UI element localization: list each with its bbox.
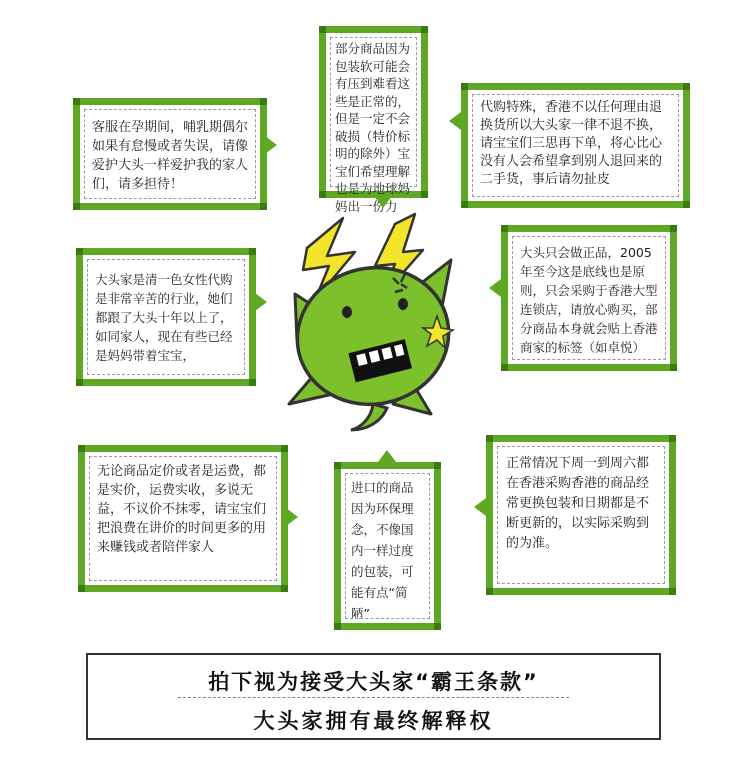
note-text: 正常情况下周一到周六都在香港采购香港的商品经常更换包装和日期都是不断更新的，以实际采购到的为准。 <box>506 456 650 551</box>
bubble-corner <box>76 379 83 386</box>
bubble-corner <box>683 83 690 90</box>
note-text: 无论商品定价或者是运费，都是实价，运费实收，多说无益，不议价不抹零，请宝宝们把浪费在讲价的时间更多的用来赚钱或者陪伴家人 <box>97 464 267 555</box>
bubble-corner <box>260 98 267 105</box>
bubble-tail <box>474 498 486 516</box>
note-text: 大头家是清一色女性代购是非常辛苦的行业，她们都跟了大头十年以上了，如同家人，现在有些已经是妈妈带着宝宝， <box>95 272 233 363</box>
note-text: 部分商品因为包装软可能会有压到难看这些是正常的，但是一定不会破损（特价标明的除外）宝宝们希望理解也是为地球妈妈出一份力 <box>335 41 411 214</box>
bubble-corner <box>669 588 676 595</box>
angry-green-monster-icon <box>255 208 495 438</box>
bubble-corner <box>670 225 677 232</box>
footer-line-rights: 大头家拥有最终解释权 <box>253 709 494 733</box>
bubble-corner <box>486 588 493 595</box>
bubble-corner <box>461 201 468 208</box>
bubble-corner <box>334 462 341 469</box>
note-text: 代购特殊，香港不以任何理由退换货所以大头家一律不退不换，请宝宝们三思再下单，将心比心没有人会希望拿到别人退回来的二手货，事后请勿扯皮 <box>480 100 663 187</box>
bubble-corner <box>669 435 676 442</box>
note-female-buyers <box>76 248 256 386</box>
divider <box>178 697 569 698</box>
note-genuine-products <box>501 225 677 371</box>
bubble-corner <box>76 248 83 255</box>
bubble-corner <box>78 585 85 592</box>
bubble-tail <box>374 196 392 208</box>
terms-footer <box>86 653 661 740</box>
bubble-corner <box>461 83 468 90</box>
bubble-tail <box>265 136 277 154</box>
bubble-corner <box>501 225 508 232</box>
bubble-tail <box>378 450 396 462</box>
footer-line-terms: 拍下视为接受大头家“霸王条款” <box>208 670 539 694</box>
note-text: 大头只会做正品，2005年至今这是底线也是原则，只会采购于香港大型连锁店，请放心购买，部分商品本身就会贴上香港商家的标签（如卓悦） <box>520 245 658 355</box>
note-eco-packaging <box>334 462 441 630</box>
bubble-corner <box>78 445 85 452</box>
bubble-corner <box>434 623 441 630</box>
bubble-corner <box>319 26 326 33</box>
note-packaging-soft <box>319 26 428 214</box>
bubble-tail <box>286 508 298 526</box>
note-no-returns <box>461 83 690 208</box>
bubble-corner <box>281 445 288 452</box>
bubble-corner <box>73 98 80 105</box>
note-text: 进口的商品因为环保理念，不像国内一样过度的包装，可能有点“简陋” <box>351 480 414 621</box>
bubble-corner <box>73 203 80 210</box>
bubble-corner <box>281 585 288 592</box>
bubble-corner <box>334 623 341 630</box>
bubble-corner <box>670 364 677 371</box>
mascot-illustration <box>255 208 495 438</box>
bubble-corner <box>501 364 508 371</box>
note-purchase-schedule <box>486 435 676 595</box>
note-text: 客服在孕期间，哺乳期偶尔如果有怠慢或者失误，请像爱护大头一样爱护我的家人们，请多担待！ <box>92 120 249 192</box>
note-fixed-prices <box>78 445 288 592</box>
bubble-corner <box>319 191 326 198</box>
bubble-corner <box>683 201 690 208</box>
bubble-tail <box>449 112 461 130</box>
bubble-corner <box>421 191 428 198</box>
bubble-corner <box>421 26 428 33</box>
bubble-corner <box>434 462 441 469</box>
note-customer-service <box>73 98 267 210</box>
